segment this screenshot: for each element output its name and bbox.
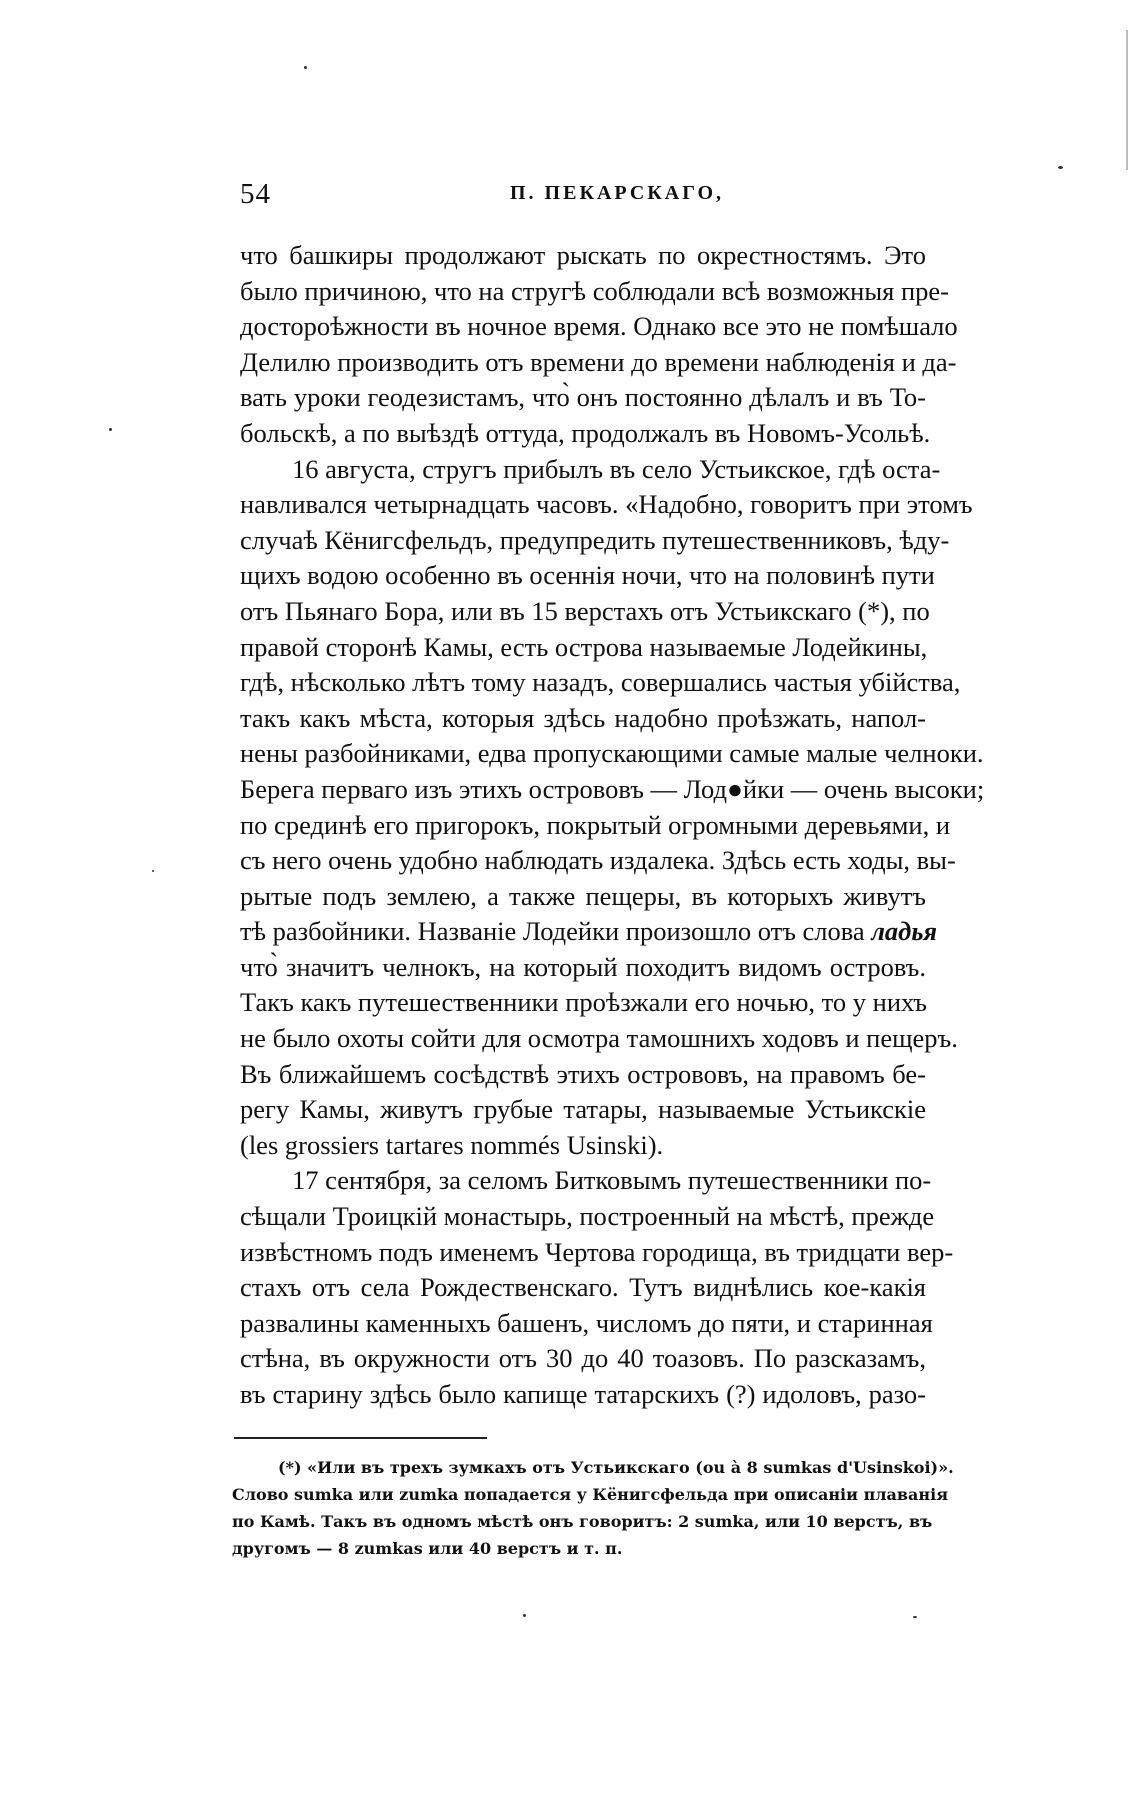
footnote-line: (*) «Или въ трехъ зумкахъ отъ Устьикскаго (ou à 8 sumkas d'Usinskoi)». [278,1458,954,1477]
ink-speck [913,1616,917,1618]
text-line: по срединѣ его пригорокъ, покрытый огромными деревьями, и [240,809,951,840]
text-line: Делилю производить отъ времени до времени наблюденія и да- [240,346,957,377]
text-line: что башкиры продолжают рыскать по окрестностямъ. Это [240,240,926,270]
ink-speck [1058,166,1063,169]
text-line: вать уроки геодезистамъ, что̀ онъ постоянно дѣлалъ и въ То- [240,382,926,413]
text-line: больскѣ, а по выѣздѣ оттуда, продолжалъ въ Новомъ-Усольѣ. [240,417,931,448]
text-line: сѣщали Троицкій монастырь, построенный на мѣстѣ, прежде [240,1201,935,1232]
footnote-line: Слово sumka или zumka попадается у Кёнигсфельда при описаніи плаванія [232,1485,949,1504]
ink-speck [109,428,112,431]
text-line: стѣна, въ окружности отъ 30 до 40 тоазовъ. По разсказамъ, [240,1343,926,1374]
text-line: развалины каменныхъ башенъ, числомъ до пяти, и старинная [240,1307,933,1338]
footnote [232,1454,954,1562]
text-line: съ него очень удобно наблюдать издалека. Здѣсь есть ходы, вы- [240,845,956,876]
text-line: извѣстномъ подъ именемъ Чертова городища, въ тридцати вер- [240,1236,954,1267]
ink-speck [152,870,154,872]
text-line: такъ какъ мѣста, которыя здѣсь надобно проѣзжать, напол- [240,702,926,733]
text-line: было причиною, что на стругѣ соблюдали всѣ возможныя пре- [240,275,950,306]
text-line: 16 августа, стругъ прибылъ въ село Устьикское, гдѣ оста- [292,453,941,484]
text-line: регу Камы, живутъ грубые татары, называемые Устьикскіе [240,1094,926,1125]
ink-speck [304,66,307,69]
text-line: Въ ближайшемъ сосѣдствѣ этихъ острововъ, на правомъ бе- [240,1058,926,1089]
text-line: (les grossiers tartares nommés Usinski). [240,1129,664,1160]
page-number: 54 [240,178,271,210]
footnote-line: по Камѣ. Такъ въ одномъ мѣстѣ онъ говоритъ: 2 sumka, или 10 верстъ, въ [232,1512,933,1531]
footnote-rule [234,1437,487,1439]
text-line: отъ Пьянаго Бора, или въ 15 верстахъ отъ Устьикскаго (*), по [240,595,930,626]
text-line: случаѣ Кёнигсфельдъ, предупредить путешественниковъ, ѣду- [240,524,950,555]
text-line: гдѣ, нѣсколько лѣтъ тому назадъ, совершались частыя убійства, [240,667,961,698]
text-line-start: тѣ разбойники. Названіе Лодейки произошло отъ слова [240,916,865,947]
page-header [240,178,925,218]
body-text [240,238,985,1413]
text-line: навливался четырнадцать часовъ. «Надобно, говоритъ при этомъ [240,489,973,520]
italic-word: ладья [871,916,938,947]
text-line: въ старину здѣсь было капище татарскихъ (?) идоловъ, разо- [240,1379,926,1409]
text-line: что̀ значитъ челнокъ, на который походитъ видомъ островъ. [240,951,926,982]
footnote-line: другомъ — 8 zumkas или 40 верстъ и т. п. [232,1539,623,1558]
text-line: нены разбойниками, едва пропускающими самые малые челноки. [240,738,984,769]
text-line: щихъ водою особенно въ осеннія ночи, что на половинѣ пути [240,560,935,591]
text-line: не было охоты сойти для осмотра тамошнихъ ходовъ и пещеръ. [240,1023,958,1054]
text-line: 17 сентября, за селомъ Битковымъ путешественники по- [292,1165,932,1196]
text-line: правой сторонѣ Камы, есть острова называемые Лодейкины, [240,631,928,662]
text-line: рытые подъ землею, а также пещеры, въ которыхъ живутъ [240,880,926,911]
text-line: Берега перваго изъ этихъ острововъ — Лод●йки — очень высоки; [240,773,985,804]
text-line-with-italic [240,914,938,950]
ink-speck [523,1614,526,1617]
page-edge-shadow [1126,30,1128,170]
text-line: стахъ отъ села Рождественскаго. Тутъ виднѣлись кое-какія [240,1272,926,1303]
text-line: Такъ какъ путешественники проѣзжали его ночью, то у нихъ [240,987,927,1018]
text-line: достороѣжности въ ночное время. Однако все это не помѣшало [240,311,958,342]
running-head: П. ПЕКАРСКАГО, [510,182,725,204]
